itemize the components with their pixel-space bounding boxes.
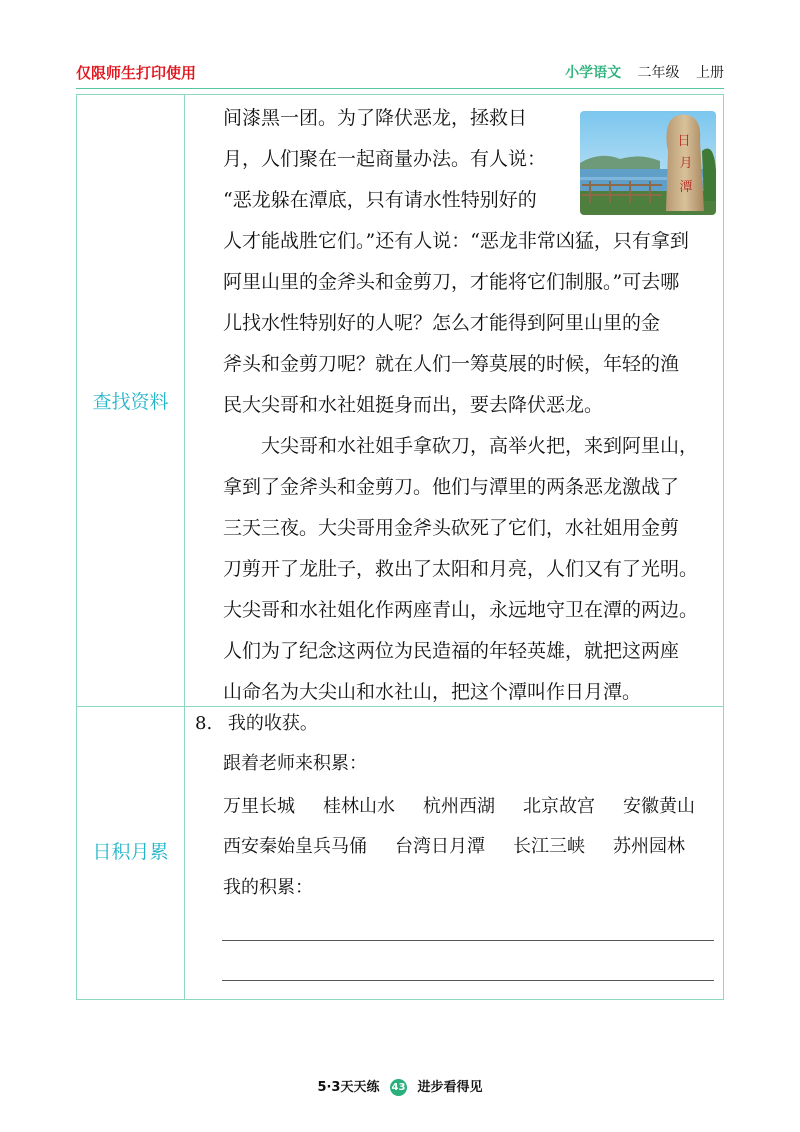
question-number: 8. [195, 713, 213, 734]
question-text: 我的收获。 [227, 713, 318, 734]
story-line: 月，人们聚在一起商量办法。有人说： [223, 148, 547, 170]
story-line: 儿找水性特别好的人呢？怎么才能得到阿里山里的金 [223, 312, 661, 334]
page-header [76, 62, 724, 86]
story-line: 间漆黑一团。为了降伏恶龙，拯救日 [223, 107, 528, 129]
page-number-badge: 43 [390, 1079, 407, 1096]
word-row-1 [223, 792, 695, 818]
story-line: 阿里山里的金斧头和金剪刀，才能将它们制服。”可去哪 [223, 271, 680, 293]
word-item: 北京故宫 [523, 796, 595, 817]
story-line: 民大尖哥和水社姐挺身而出，要去降伏恶龙。 [223, 394, 604, 416]
story-line: 人才能战胜它们。”还有人说：“恶龙非常凶猛，只有拿到 [223, 230, 689, 252]
header-rule [76, 88, 724, 89]
footer-brand: 5·3天天练 [317, 1080, 380, 1095]
story-line: 人们为了纪念这两位为民造福的年轻英雄，就把这两座 [223, 640, 680, 662]
print-notice: 仅限师生打印使用 [76, 64, 197, 82]
stone-char-1: 日 [677, 134, 691, 149]
worksheet-table [76, 94, 724, 1000]
volume-label: 上册 [696, 65, 724, 81]
answer-line-2[interactable] [222, 980, 714, 981]
page-footer [0, 1076, 800, 1096]
word-item: 台湾日月潭 [395, 836, 485, 857]
word-row-2 [223, 832, 685, 858]
book-info [565, 62, 724, 82]
footer-slogan: 进步看得见 [417, 1080, 483, 1095]
grade-label: 二年级 [637, 65, 680, 81]
instruction-text: 跟着老师来积累： [223, 753, 367, 774]
word-item: 安徽黄山 [623, 796, 695, 817]
story-text [223, 98, 719, 713]
answer-line-1[interactable] [222, 940, 714, 941]
story-line: 大尖哥和水社姐化作两座青山，永远地守卫在潭的两边。 [223, 599, 699, 621]
word-item: 苏州园林 [613, 836, 685, 857]
story-paragraph-2 [223, 426, 719, 713]
story-line: 三天三夜。大尖哥用金斧头砍死了它们，水社姐用金剪 [223, 517, 680, 539]
question-title [195, 709, 318, 735]
my-accumulation-label: 我的积累： [223, 877, 313, 898]
story-line: 刀剪开了龙肚子，救出了太阳和月亮，人们又有了光明。 [223, 558, 699, 580]
stone-char-3: 潭 [679, 180, 693, 195]
story-line: 拿到了金斧头和金剪刀。他们与潭里的两条恶龙激战了 [223, 476, 680, 498]
word-item: 长江三峡 [513, 836, 585, 857]
word-item: 杭州西湖 [423, 796, 495, 817]
word-item: 西安秦始皇兵马俑 [223, 836, 367, 857]
story-paragraph-1 [223, 98, 719, 426]
stone-char-2: 月 [679, 156, 693, 171]
story-line: 大尖哥和水社姐手拿砍刀，高举火把，来到阿里山， [261, 435, 699, 457]
section-label-research: 查找资料 [92, 391, 169, 413]
column-divider [184, 95, 185, 999]
section-label-accumulate: 日积月累 [92, 841, 169, 863]
story-line: 斧头和金剪刀呢？就在人们一筹莫展的时候，年轻的渔 [223, 353, 680, 375]
story-line: 山命名为大尖山和水社山，把这个潭叫作日月潭。 [223, 681, 642, 703]
word-item: 桂林山水 [323, 796, 395, 817]
word-item: 万里长城 [223, 796, 295, 817]
story-line: “恶龙躲在潭底，只有请水性特别好的 [223, 189, 537, 211]
subject-label: 小学语文 [565, 65, 622, 81]
